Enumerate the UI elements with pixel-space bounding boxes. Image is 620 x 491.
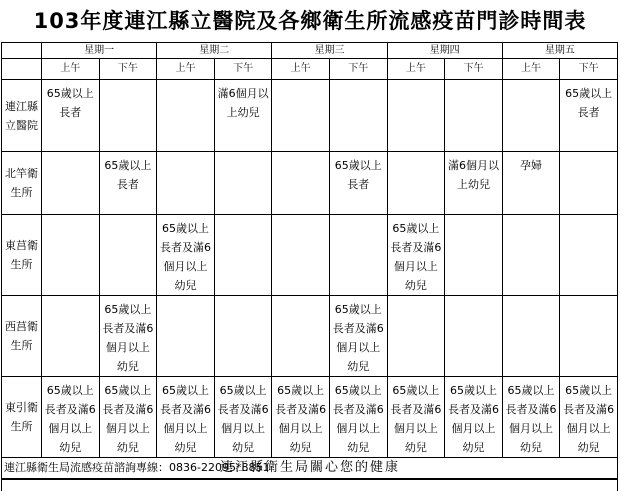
slot-cell [42,296,100,377]
slot-cell [42,215,100,296]
slot-text: 65歲以上長者及滿6個月以上幼兒 [275,381,327,457]
slot-cell [214,80,272,152]
slot-cell [387,296,445,377]
slot-cell [560,377,618,458]
pm-header: 下午 [214,59,272,80]
slot-cell [272,377,330,458]
pm-header: 下午 [99,59,157,80]
slot-cell [560,80,618,152]
slot-cell [42,80,100,152]
slot-cell [329,80,387,152]
slot-cell [445,80,503,152]
slot-text: 65歲以上長者及滿6個月以上幼兒 [390,381,442,457]
pm-header: 下午 [329,59,387,80]
pm-header: 下午 [560,59,618,80]
location-cell [2,377,42,458]
slot-cell [329,152,387,215]
slot-cell [214,296,272,377]
am-header: 上午 [42,59,100,80]
slot-cell [387,377,445,458]
schedule-row [2,296,618,377]
slot-cell [387,80,445,152]
ampm-header-row [2,59,618,80]
slot-cell [42,377,100,458]
slot-text: 65歲以上長者 [563,84,615,122]
slot-cell [272,215,330,296]
slot-cell [99,152,157,215]
footer-slogan: 連江縣衛生局關心您的健康 [0,458,620,478]
location-cell [2,215,42,296]
location-label: 北竿衛生所 [5,164,39,202]
page-title: 103年度連江縣立醫院及各鄉衛生所流感疫苗門診時間表 [0,6,620,36]
day-header-row [2,43,618,59]
corner-cell [2,59,42,80]
schedule-row [2,215,618,296]
slot-text: 65歲以上長者 [44,84,96,122]
schedule-row [2,152,618,215]
day-header: 星期一 [42,43,157,59]
slot-text: 65歲以上長者及滿6個月以上幼兒 [159,219,211,295]
am-header: 上午 [502,59,560,80]
slot-cell [272,152,330,215]
slot-cell [560,215,618,296]
slot-cell [99,296,157,377]
location-label: 東引衛生所 [5,398,39,436]
slot-cell [157,296,215,377]
slot-text: 65歲以上長者及滿6個月以上幼兒 [505,381,557,457]
slot-cell [272,80,330,152]
slot-text: 65歲以上長者及滿6個月以上幼兒 [44,381,96,457]
slot-cell [445,152,503,215]
slot-cell [214,377,272,458]
day-header: 星期二 [157,43,272,59]
slot-text: 65歲以上長者及滿6個月以上幼兒 [159,381,211,457]
location-cell [2,152,42,215]
slot-cell [387,215,445,296]
day-header: 星期五 [502,43,617,59]
slot-text: 65歲以上長者 [332,156,384,194]
slot-text: 65歲以上長者及滿6個月以上幼兒 [332,381,384,457]
pm-header: 下午 [445,59,503,80]
slot-text: 孕婦 [505,156,557,175]
slot-text: 65歲以上長者及滿6個月以上幼兒 [332,300,384,376]
slot-text: 65歲以上長者及滿6個月以上幼兒 [390,219,442,295]
spacer-cell [2,479,618,491]
slot-cell [329,215,387,296]
slot-cell [502,377,560,458]
slot-text: 65歲以上長者及滿6個月以上幼兒 [217,381,269,457]
slot-cell [329,377,387,458]
slot-cell [502,80,560,152]
slot-cell [387,152,445,215]
am-header: 上午 [387,59,445,80]
slot-text: 65歲以上長者及滿6個月以上幼兒 [447,381,499,457]
slot-cell [157,80,215,152]
schedule-row [2,377,618,458]
slot-cell [99,215,157,296]
slot-cell [99,377,157,458]
slot-text: 滿6個月以上幼兒 [447,156,499,194]
slot-cell [272,296,330,377]
location-cell [2,80,42,152]
slot-text: 65歲以上長者及滿6個月以上幼兒 [102,300,154,376]
frame-bottom-edge [1,479,618,480]
slot-cell [157,152,215,215]
hotline-text: 連江縣衛生局流感疫苗諮詢專線：0836-22095*8851 [2,458,618,479]
slot-text: 65歲以上長者 [102,156,154,194]
slot-cell [445,215,503,296]
slot-cell [157,215,215,296]
slot-text: 65歲以上長者及滿6個月以上幼兒 [102,381,154,457]
slot-cell [214,152,272,215]
slot-cell [560,296,618,377]
slot-text: 滿6個月以上幼兒 [217,84,269,122]
slot-cell [502,152,560,215]
location-label: 西莒衛生所 [5,317,39,355]
slot-cell [502,296,560,377]
slot-cell [560,152,618,215]
slot-cell [445,296,503,377]
am-header: 上午 [157,59,215,80]
location-cell [2,296,42,377]
location-label: 東莒衛生所 [5,236,39,274]
day-header: 星期四 [387,43,502,59]
slot-cell [329,296,387,377]
slot-cell [42,152,100,215]
slot-text: 65歲以上長者及滿6個月以上幼兒 [563,381,615,457]
day-header: 星期三 [272,43,387,59]
schedule-table [1,42,618,491]
slot-cell [157,377,215,458]
schedule-row [2,80,618,152]
corner-cell [2,43,42,59]
am-header: 上午 [272,59,330,80]
spacer-row [2,479,618,491]
slot-cell [445,377,503,458]
slot-cell [214,215,272,296]
slot-cell [99,80,157,152]
location-label: 連江縣立醫院 [5,97,39,135]
slot-cell [502,215,560,296]
